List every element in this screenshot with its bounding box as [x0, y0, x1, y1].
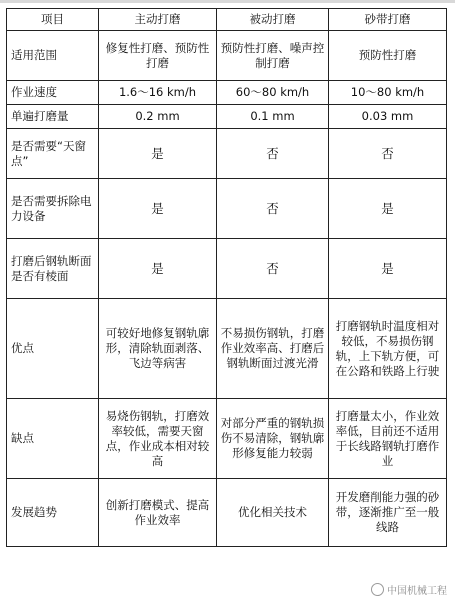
- header-passive-grinding: 被动打磨: [217, 9, 329, 31]
- table-cell: 是: [329, 239, 447, 299]
- row-label: 优点: [7, 299, 99, 399]
- row-label: 是否需要拆除电力设备: [7, 179, 99, 239]
- table-cell: 否: [217, 239, 329, 299]
- table-row: [7, 479, 447, 547]
- table-cell: 打磨量太小，作业效率低，目前还不适用于长线路钢轨打磨作业: [329, 399, 447, 479]
- table-cell: 修复性打磨、预防性打磨: [99, 31, 217, 81]
- table-row: [7, 81, 447, 105]
- row-label: 是否需要“天窗点”: [7, 129, 99, 179]
- table-cell: 不易损伤钢轨，打磨作业效率高、打磨后钢轨断面过渡光滑: [217, 299, 329, 399]
- grinding-comparison-table: [6, 8, 447, 547]
- table-row: [7, 129, 447, 179]
- table-row: [7, 399, 447, 479]
- table-row: [7, 239, 447, 299]
- watermark-text: 中国机械工程: [387, 586, 447, 597]
- table-cell: 优化相关技术: [217, 479, 329, 547]
- row-label: 单遍打磨量: [7, 105, 99, 129]
- table-cell: 是: [329, 179, 447, 239]
- table-cell: 易烧伤钢轨，打磨效率较低，需要天窗点，作业成本相对较高: [99, 399, 217, 479]
- table-cell: 10～80 km/h: [329, 81, 447, 105]
- header-active-grinding: 主动打磨: [99, 9, 217, 31]
- table-cell: 打磨钢轨时温度相对较低，不易损伤钢轨，上下轨方便，可在公路和铁路上行驶: [329, 299, 447, 399]
- table-cell: 是: [99, 129, 217, 179]
- row-label: 作业速度: [7, 81, 99, 105]
- table-cell: 否: [217, 179, 329, 239]
- header-belt-grinding: 砂带打磨: [329, 9, 447, 31]
- watermark: [371, 582, 447, 597]
- table-cell: 否: [329, 129, 447, 179]
- table-cell: 是: [99, 179, 217, 239]
- table-cell: 是: [99, 239, 217, 299]
- table-cell: 对部分严重的钢轨损伤不易清除，钢轨廓形修复能力较弱: [217, 399, 329, 479]
- table-row: [7, 179, 447, 239]
- table-row: [7, 31, 447, 81]
- table-cell: 可较好地修复钢轨廓形，清除轨面剥落、飞边等病害: [99, 299, 217, 399]
- table-cell: 预防性打磨: [329, 31, 447, 81]
- table-cell: 创新打磨模式、提高作业效率: [99, 479, 217, 547]
- table-cell: 0.03 mm: [329, 105, 447, 129]
- table-cell: 预防性打磨、噪声控制打磨: [217, 31, 329, 81]
- table-cell: 1.6～16 km/h: [99, 81, 217, 105]
- table-cell: 60～80 km/h: [217, 81, 329, 105]
- table-cell: 0.1 mm: [217, 105, 329, 129]
- row-label: 发展趋势: [7, 479, 99, 547]
- table-cell: 开发磨削能力强的砂带，逐渐推广至一般线路: [329, 479, 447, 547]
- header-row: [7, 9, 447, 31]
- table-row: [7, 299, 447, 399]
- table-cell: 否: [217, 129, 329, 179]
- top-divider: [0, 0, 455, 3]
- table-cell: 0.2 mm: [99, 105, 217, 129]
- table-row: [7, 105, 447, 129]
- row-label: 适用范围: [7, 31, 99, 81]
- row-label: 打磨后钢轨断面是否有棱面: [7, 239, 99, 299]
- header-item: 项目: [7, 9, 99, 31]
- wechat-icon: [371, 583, 384, 596]
- row-label: 缺点: [7, 399, 99, 479]
